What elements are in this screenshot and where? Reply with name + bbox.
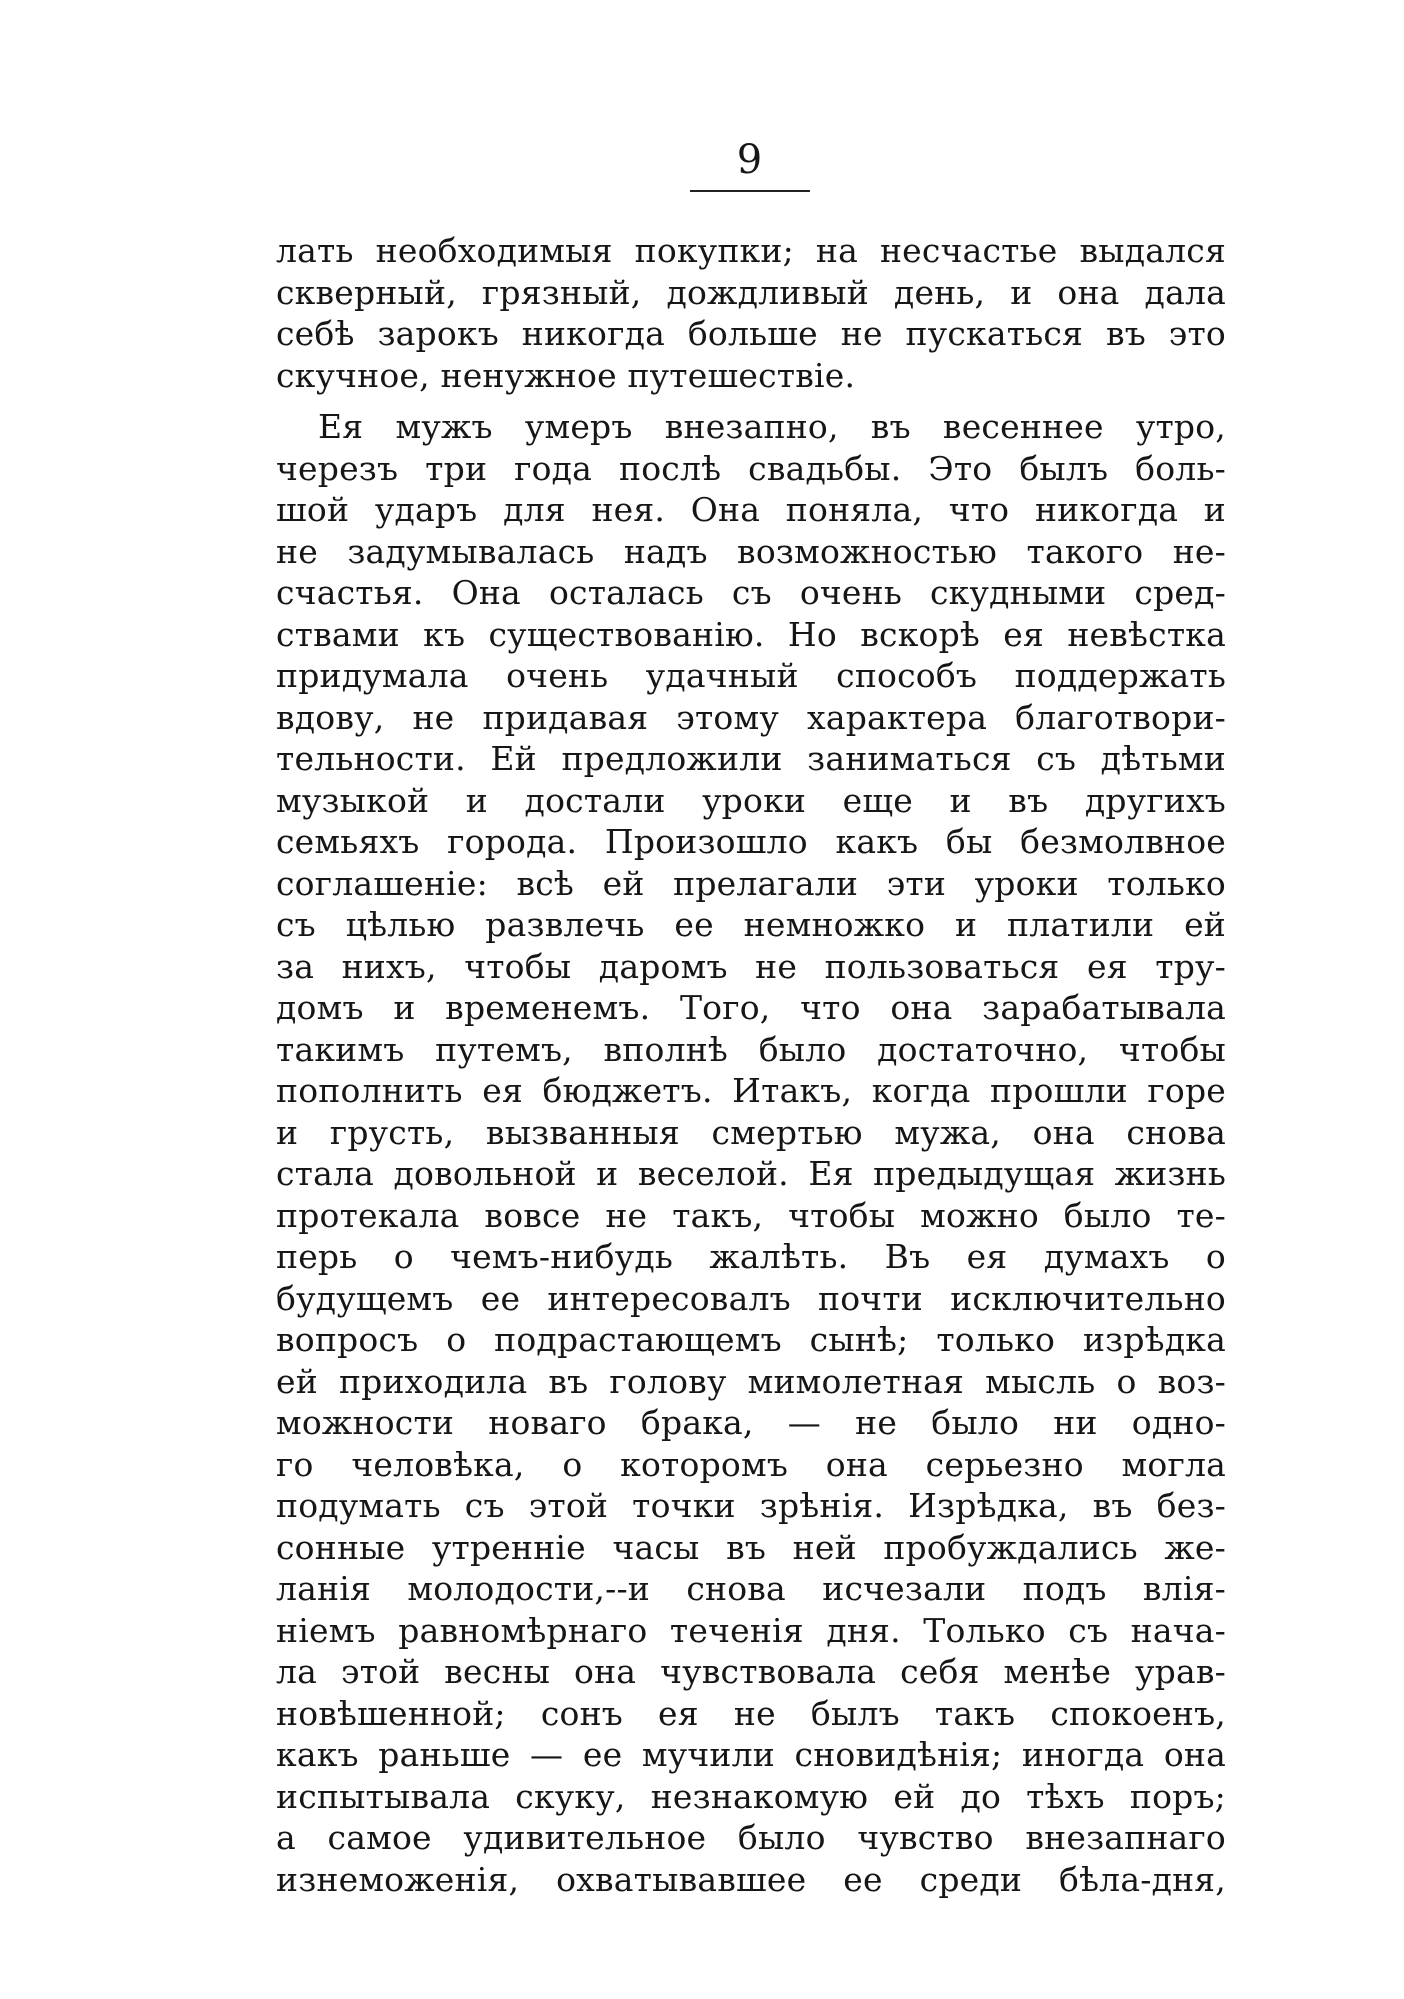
text-line: семьяхъ города. Произошло какъ бы безмолвное [276,822,1226,861]
text-line: скучное, ненужное путешествіе. [276,355,856,395]
body-text [276,230,1226,1900]
text-line: съ цѣлью развлечь ее немножко и платили ей [276,905,1226,944]
text-line: домъ и временемъ. Того, что она зарабатывала [276,988,1226,1027]
text-line: и грусть, вызванныя смертью мужа, она снова [276,1112,1226,1152]
text-line: лать необходимыя покупки; на несчастье выдался [276,231,1226,270]
text-line: не задумывалась надъ возможностью такого не- [276,531,1226,571]
text-line: пополнить ея бюджетъ. Итакъ, когда прошли горе [276,1071,1226,1110]
text-line: шой ударъ для нея. Она поняла, что никогда и [276,490,1226,529]
text-line: ніемъ равномѣрнаго теченія дня. Только съ нача- [276,1610,1226,1650]
text-line: ла этой весны она чувствовала себя менѣе урав- [276,1652,1226,1691]
text-line: черезъ три года послѣ свадьбы. Это былъ боль- [276,448,1226,488]
text-line: изнеможенія, охватывавшее ее среди бѣла-дня, [276,1859,1226,1899]
paragraph [276,406,1226,1900]
paragraph [276,230,1226,396]
text-line: протекала вовсе не такъ, чтобы можно было те- [276,1195,1226,1235]
text-line: будущемъ ее интересовалъ почти исключительно [276,1278,1226,1318]
paragraph-gap [276,396,1226,406]
text-line: Ея мужъ умеръ внезапно, въ весеннее утро, [318,407,1226,446]
text-line: за нихъ, чтобы даромъ не пользоваться ея тру- [276,946,1226,986]
text-line: новѣшенной; сонъ ея не былъ такъ спокоенъ, [276,1693,1226,1733]
text-line: подумать съ этой точки зрѣнія. Изрѣдка, въ без- [276,1486,1226,1525]
text-line: ей приходила въ голову мимолетная мысль о воз- [276,1361,1226,1401]
text-line: какъ раньше — ее мучили сновидѣнія; иногда она [276,1735,1226,1774]
text-line: соглашеніе: всѣ ей прелагали эти уроки только [276,863,1226,903]
text-line: перь о чемъ-нибудь жалѣть. Въ ея думахъ о [276,1237,1226,1276]
text-line: такимъ путемъ, вполнѣ было достаточно, чтобы [276,1029,1226,1069]
text-line: а самое удивительное было чувство внезапнаго [276,1818,1226,1857]
text-line: сонные утренніе часы въ ней пробуждались же- [276,1527,1226,1567]
text-line: придумала очень удачный способъ поддержать [276,656,1226,695]
text-line: можности новаго брака, — не было ни одно- [276,1403,1226,1442]
text-line: музыкой и достали уроки еще и въ другихъ [276,780,1226,820]
text-line: вдову, не придавая этому характера благотвори- [276,697,1226,737]
text-line: стала довольной и веселой. Ея предыдущая жизнь [276,1154,1226,1193]
page-number: 9 [736,137,764,183]
text-line: счастья. Она осталась съ очень скудными сред- [276,573,1226,612]
text-line: го человѣка, о которомъ она серьезно могла [276,1444,1226,1484]
text-line: тельности. Ей предложили заниматься съ дѣтьми [276,739,1226,778]
text-line: ланія молодости,--и снова исчезали подъ влія- [276,1569,1226,1608]
text-line: испытывала скуку, незнакомую ей до тѣхъ поръ; [276,1776,1226,1816]
page-number-rule [690,190,810,192]
text-line: ствами къ существованію. Но вскорѣ ея невѣстка [276,614,1226,654]
text-line: себѣ зарокъ никогда больше не пускаться въ это [276,314,1226,353]
text-line: скверный, грязный, дождливый день, и она дала [276,272,1226,312]
text-line: вопросъ о подрастающемъ сынѣ; только изрѣдка [276,1320,1226,1359]
